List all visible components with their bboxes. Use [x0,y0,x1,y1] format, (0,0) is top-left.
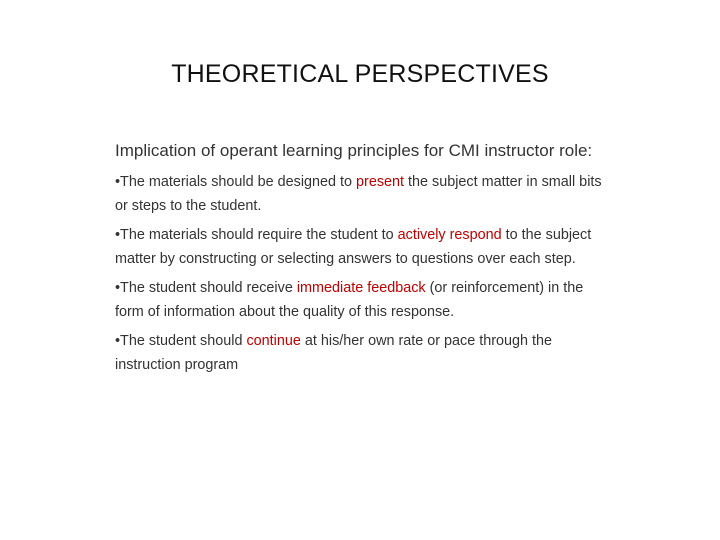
bullet-item [115,276,615,324]
bullet-text: •The materials should be designed to [115,174,357,190]
bullet-item [115,170,615,218]
highlight-text: immediate feedback [296,280,426,296]
bullet-text: •The student should receive [115,280,297,296]
intro-text: Implication of operant learning principles for CMI instructor role: [115,141,593,160]
highlight-text: continue [246,333,301,349]
highlight-text: actively respond [397,227,502,243]
bullet-text: •The student should [115,333,247,349]
slide-title: THEORETICAL PERSPECTIVES [171,60,549,88]
bullet-item [115,329,615,377]
bullet-text: at his/her own rate or pace through the instruction program [115,333,553,373]
bullet-text: •The materials should require the student to [115,227,398,243]
bullet-text: the subject matter in small bits or steps to the student. [115,174,602,214]
bullet-text: (or reinforcement) in the form of information about the quality of this response. [115,280,584,320]
slide-content [115,138,615,382]
bullet-item [115,223,615,271]
bullet-text: to the subject matter by constructing or selecting answers to questions over each step. [115,227,592,267]
highlight-text: present [356,174,405,190]
